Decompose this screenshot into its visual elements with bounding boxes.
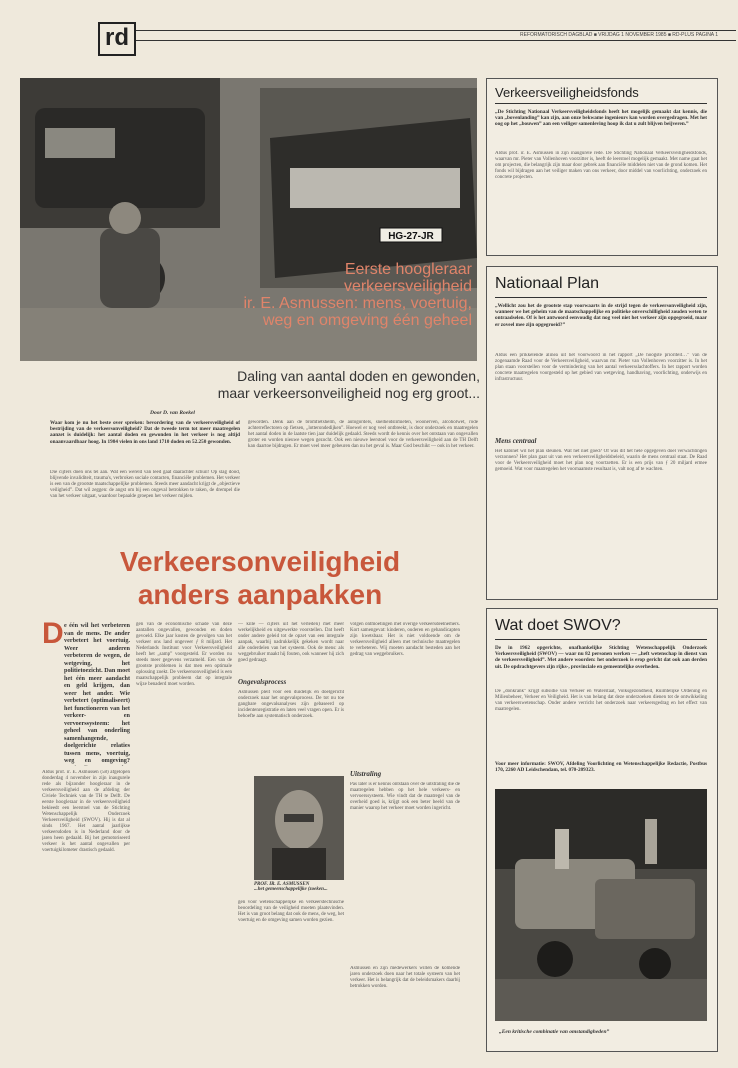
- rd-logo: rd: [98, 22, 136, 56]
- fonds-body: Aldus prof. ir. E. Asmussen in zijn inaugurele rede. De Stichting Nationaal Verkeersveiligheidsfonds, waarvan mr. Pieter van Vollenhoven voorzitter is, heeft de leerstoel mogelijk gemaakt. Met name gaat het om projecten, die belangrijk zijn maar door gebrek aan financiële middelen niet van de grond komen. Het fonds wil bijdragen aan het veiliger maken van ons verkeer, door middel van voorlichting, onderzoek en concrete projecten.: [495, 151, 707, 180]
- crash-illustration: [495, 789, 707, 1021]
- plan-sub-body: Het kabinet wil het plan steunen. Wat het niet goed? Of was dit het hele opgegeven doel verwachtingen verzonnen? Het plan gaat uit van een verkeersveiligheidsbeleid, waarin de mens centraal staat. De Raad voor de Verkeersveiligheid moet het plan nog voortzetten. Er is een prijs van ƒ 20 miljard ermee gemoeid. Wat voor maatregelen het voornaamste resultaat is, valt nog af te wachten.: [495, 449, 707, 472]
- crash-photo-caption: „Een kritische combinatie van omstandigheden”: [499, 1029, 610, 1035]
- sidebar-fonds: [486, 78, 718, 256]
- portrait-photo: [254, 776, 344, 880]
- fonds-title: Verkeersveiligheidsfonds: [495, 85, 639, 100]
- plan-title: Nationaal Plan: [495, 275, 600, 292]
- overlay-line: ir. E. Asmussen: mens, voertuig,: [243, 295, 472, 312]
- swov-lead: De in 1962 opgerichte, onafhankelijke Stichting Wetenschappelijk Onderzoek Verkeersveiligheid (SWOV) — waar nu 82 personen werken — „heft wetenschap in dienst van de verkeersveiligheid”. Met andere woorden: het onderzoek is erop gericht dat ook aan derden uit. De opdrachtgevers zijn rijks-, provinciale en gemeentelijke overheden.: [495, 645, 707, 670]
- fonds-lead: „De Stichting Nationaal Verkeersveiligheidsfonds heeft het mogelijk gemaakt dat kennis, die van „bovenlanding” kan zijn, aan onze bekwame ingenieurs kan worden overgedragen. Met het oog op het „bouwen” aan een veiliger samenleving hoop ik dat u zult blijven beijveren.”: [495, 109, 707, 128]
- overlay-line: weg en omgeving één geheel: [262, 312, 472, 329]
- section-title: [40, 545, 480, 611]
- plan-body: Aldus een prikkelende alinea uit het voorwoord in het rapport „De hoogste prioriteit…” van de zogenaamde Raad voor de Verkeersveiligheid, waarvan mr. Pieter van Vollenhoven voorzitter is. In het plan staan voorstellen voor de vermindering van het aantal verkeersslachtoffers. In het rapport worden concrete maatregelen voorgesteld op het gebied van wetgeving, handhaving, voorlichting, onderwijs en infrastructuur.: [495, 353, 707, 382]
- swov-body: De „donkrank” krijgt subsidie van Verkeer en Waterstaat, Volksgezondheid, Ruimtelijke Ordening en Milieubeheer, Verkeer en Veiligheid. Het is van belang dat deze onderzoeken dienen tot de ontwikkeling van verkeerswetenschap. Onder andere verricht het onderzoek naar verkeersgedrag en het effect van maatregelen.: [495, 689, 707, 712]
- swov-title-rule: [495, 639, 707, 640]
- subhead-ongevalsprocess-body: Asmussen pleit voor een duidelijk en doelgericht onderzoek naar het ongevalsprocess. De tot nu toe gangbare ongevalsanalyses zijn gebaseerd op incidentenregistratie en laten veel vragen open. Er is behoefte aan systematisch onderzoek.: [238, 690, 344, 719]
- hero-overlay-title: [210, 261, 472, 329]
- masthead: [92, 22, 732, 58]
- dateline: REFORMATORISCH DAGBLAD ■ VRIJDAG 1 NOVEMBER 1985 ■ RD-PLUS PAGINA 1: [520, 32, 719, 38]
- swov-contact: Voor meer informatie: SWOV, Afdeling Voorlichting en Wetenschappelijke Redactie, Postbus 170, 2260 AD Leidschendam, tel. 070-209323.: [495, 761, 707, 774]
- article-column-4: volgen ontmoetingen met overige verkeersdeelnemers. Kort samengevat: kinderen, ouderen en gehandicapten zijn kwetsbaar. Het is niet voldoende om de verkeersveiligheid alleen met technische maatregelen te verbeteren. Wij moeten aandacht besteden aan het gedrag van weggebruikers.: [350, 622, 460, 657]
- plan-lead: „Wellicht zou het de grootste stap voorwaarts in de strijd tegen de verkeersonveiligheid zijn, wanneer we het geheim van de maatschappelijke en politieke onverschilligheid zouden weten te ontraadselen. Of is het antwoord eenvoudig dat nog veel niet het verkeer zijn opgegroeid, maar er zoveel mee zijn opgegroeid?”: [495, 303, 707, 328]
- swov-title: Wat doet SWOV?: [495, 617, 621, 634]
- article-column-1: Aldus prof. ir. E. Asmussen (58) afgelopen donderdag 4 november in zijn inaugurele rede als bijzonder hoogleraar in de verkeersveiligheid aan de afdeling der Civiele Techniek van de TH te Delft. De eerste hoogleraar in de verkeersveiligheid bekleedt een leerstoel van de Stichting Wetenschappelijk Onderzoek Verkeersveiligheid (SWOV). Hij is dat al sinds 1967. Het aantal jaarlijkse verkeersdoden is in Nederland door de jaren heen gedaald. Bij het gemotoriseerd verkeer is het aantal ongevallen per voertuigkilometer drastisch gedaald.: [42, 770, 130, 853]
- portrait-illustration: [254, 776, 344, 880]
- license-plate: HG-27-JR: [388, 231, 434, 242]
- headline: [150, 368, 480, 402]
- headline-line-1: Daling van aantal doden en gewonden,: [237, 368, 480, 384]
- headline-line-2: maar verkeersonveiligheid nog erg groot...: [217, 385, 480, 401]
- plan-title-rule: [495, 297, 707, 298]
- section-title-line-1: Verkeersonveiligheid: [119, 546, 401, 577]
- section-title-line-2: anders aanpakken: [137, 579, 383, 610]
- article-column-3: — kille — cijfers uit het verleden) met meer werkelijkheid en uitgewerkte voorstellen. Dat heeft onder andere geleid tot de opzet van een integrale aanpak, waarbij nadrukkelijk gekeken wordt naar alle onderdelen van het systeem. Ook de mens: als weggebruiker maakt hij fouten, ook wanneer hij zich goed gedraagt.: [238, 622, 344, 663]
- subhead-uitstraling: Uitstraling: [350, 770, 382, 778]
- fonds-title-rule: [495, 103, 707, 104]
- subhead-uitstraling-body: Pas later is er kennis ontstaan over de uitstraling die de maatregelen hebben op het hele verkeers- en vervoerssysteem. Wie vindt dat de maatregel van de overheid goed is, krijgt ook een beter beeld van de manier waarop het verkeer moet worden ingericht.: [350, 782, 460, 811]
- crash-photo: [495, 789, 707, 1021]
- hero-photo: [20, 78, 477, 361]
- plan-subhead: Mens centraal: [495, 437, 537, 445]
- portrait-caption-name: PROF. IR. E. ASMUSSEN: [254, 882, 310, 887]
- masthead-hash-rule-2: [136, 40, 736, 41]
- sidebar-swov: [486, 608, 718, 1052]
- portrait-caption-quote: ...het gemeenschappelijke (zoeken...: [254, 887, 328, 892]
- sidebar-plan: [486, 266, 718, 600]
- intro-body: Die cijfers doen ons tel aan. Wat een wereld van leed gaat daarachter schuil! Op slag dood, blijvende invaliditeit, trauma's, verbroken sociale contacten, financiële problemen. Het verkeer is een van de grootste maatschappelijke problemen. Steeds meer aandacht krijgt de „objectieve veiligheid”. Dat wil zeggen: de angst om bij een ongeval betrokken te raken, de drempel die van het verkeer uitgaat, waardoor bepaalde groepen het verkeer mijden.: [50, 470, 240, 499]
- overlay-line: verkeersveiligheid: [343, 278, 472, 295]
- article-column-4-bottom: Asmussen en zijn medewerkers willen de komende jaren onderzoek doen naar het totale systeem van het verkeer. Het is belangrijk dat de beleidsmakers daarbij betrokken worden.: [350, 966, 460, 989]
- intro-middle: geworden. Denk aan de bromfietshelm, de autogordels, snelheidslimieten, woonerven, alcoholwet, rode achterreflectoren op fietsen, „lotterondedijken”. Hoewel er nog veel ontbreekt, is door onderzoek en maatregelen het aantal doden in de laatste tien jaar duidelijk gedaald. Steeds wordt de kennis over het ontstaan van ongevallen groter en worden nieuwe wegen gezocht. Ook een nieuwe leerstoel voor de verkeersveiligheid aan de TH Delft kan daartoe bijdragen. Er moet veel meer gebeuren dan nu het geval is. Maar God beschikt — ook in het verkeer.: [248, 420, 478, 449]
- subhead-ongevalsprocess: Ongevalsprocess: [238, 678, 287, 686]
- overlay-line: Eerste hoogleraar: [344, 261, 472, 278]
- byline: Door D. van Roekel: [150, 410, 195, 416]
- dropcap: D: [42, 617, 64, 650]
- article-column-3-bottom: gen voor wetenschappelijke en verkeerstechnische beoordeling van de veiligheid moeten plaatsvinden. Het is van groot belang dat ook de mens, de weg, het voertuig en de omgeving samen worden gezien.: [238, 900, 344, 923]
- portrait-caption: [254, 882, 346, 892]
- article-column-2: gen van de economische schade van deze aantallen ongevallen, gewonden en doden gevoeld. Elke jaar kosten de gevolgen van het verkeer ons land ongeveer ƒ 8 miljard. Het Nederlands Instituut voor Verkeersveiligheid heeft het „samp” voorgesteld. Er worden nu steeds meer gegevens verzameld. Een van de grootste problemen is dat men een optimale oplossing zoekt. De verkeersonveiligheid is een maatschappelijk probleem dat op integrale wijze benaderd moet worden.: [136, 622, 232, 687]
- intro-lead: Waar kom je nu het beste over spreken: bevordering van de verkeersveiligheid of bestrijding van de verkeersonveiligheid? Dat de tweede term tot meer maatregelen aanzet is duidelijk: het aantal doden en gewonden in het verkeer is nog altijd onaanvaardbaar hoog. In 1984 vielen in ons land 1710 doden en 52.250 gewonden.: [50, 420, 240, 445]
- article-lead-column: e één wil het verbeteren van de mens. De ander verbetert het voertuig. Weer anderen verbeteren de wegen, de wetgeving, het politietoezicht. Dan moet het één meer aandacht en geld krijgen, dan weer het ander. Wie verbetert (optimaliseert) het functioneren van het verkeer- en vervoerssysteem: het geheel van onderling samenhangende, doelgerichte relaties tussen mens, voertuig, weg en omgeving?: [64, 622, 130, 764]
- masthead-hash-rule: [136, 30, 736, 31]
